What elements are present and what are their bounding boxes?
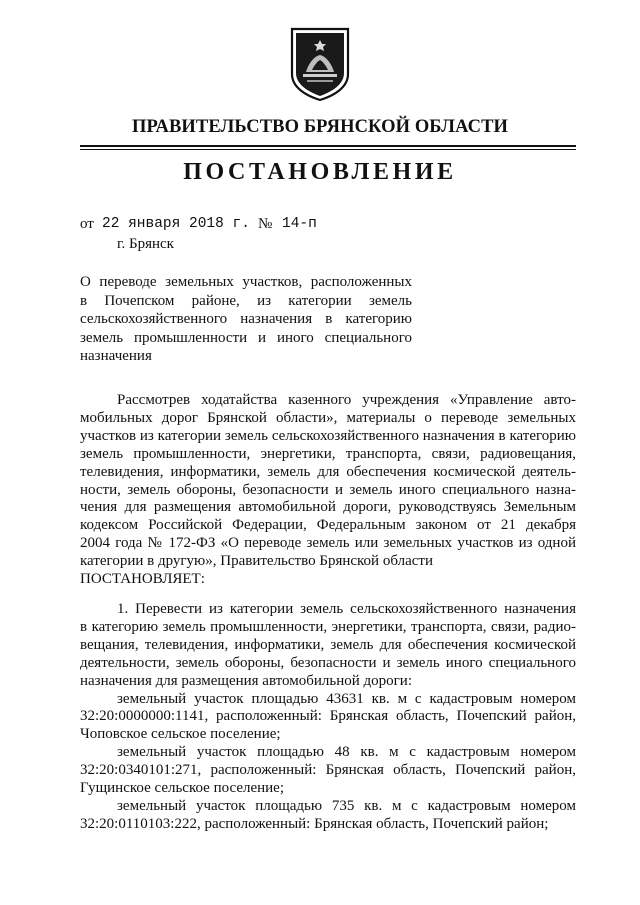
body-line: телевидения, информатики, земель для обеспечения космической деятель- [80, 463, 576, 480]
resolves-heading: ПОСТАНОВЛЯЕТ: [80, 571, 205, 588]
document-city: г. Брянск [117, 236, 174, 252]
subject-line: в Почепском районе, из категории земель [80, 292, 412, 309]
body-line: ности, земель обороны, безопасности и земель иного специального назна- [80, 481, 576, 498]
body-line: земель промышленности, энергетики, транспорта, связи, радиовещания, [80, 445, 576, 462]
subject-line: О переводе земельных участков, расположенных [80, 274, 412, 290]
body-line: чения для размещения автомобильной дороги, руководствуясь Земельным [80, 499, 576, 516]
coat-of-arms-emblem [289, 26, 351, 102]
parcel-line: Чоповское сельское поселение; [80, 726, 281, 743]
body-line: кодексом Российской Федерации, Федеральным законом от 21 декабря [80, 517, 576, 534]
header-rule-thick [80, 145, 576, 147]
subject-line: земель промышленности и иного специального [80, 329, 412, 346]
parcel-line: земельный участок площадью 735 кв. м с кадастровым номером [117, 797, 576, 814]
item-1-paragraph [80, 601, 576, 834]
document-date: 22 января 2018 г. [102, 216, 250, 232]
document-number: 14-п [282, 216, 317, 232]
header-rule-thin [80, 149, 576, 150]
number-prefix: № [258, 216, 273, 232]
body-line: в категорию земель промышленности, энергетики, транспорта, связи, радио- [80, 618, 576, 635]
document-subject [80, 273, 412, 366]
body-line: Рассмотрев ходатайства казенного учреждения «Управление авто- [117, 392, 576, 408]
subject-line: сельскохозяйственного назначения в категорию [80, 311, 412, 328]
subject-line: назначения [80, 348, 152, 365]
body-line: участков из категории земель сельскохозяйственного назначения в категорию [80, 427, 576, 444]
document-type-title: ПОСТАНОВЛЕНИЕ [183, 159, 457, 185]
parcel-line: 32:20:0340101:271, расположенный: Брянская область, Почепский район, [80, 762, 576, 779]
body-line: 2004 года № 172-ФЗ «О переводе земель или земельных участков из одной [80, 535, 576, 552]
body-line: назначения для размещения автомобильной дороги: [80, 672, 412, 689]
parcel-line: земельный участок площадью 43631 кв. м с кадастровым номером [117, 690, 576, 707]
parcel-line: 32:20:0110103:222, расположенный: Брянская область, Почепский район; [80, 815, 549, 832]
parcel-line: 32:20:0000000:1141, расположенный: Брянская область, Почепский район, [80, 708, 576, 725]
preamble-paragraph [80, 392, 576, 589]
body-line: категории в другую», Правительство Брянской области [80, 553, 433, 570]
body-line: вещания, телевидения, информатики, земель для обеспечения космической [80, 636, 576, 653]
body-line: мобильных дорог Брянской области», материалы о переводе земельных [80, 409, 576, 426]
body-line: 1. Перевести из категории земель сельскохозяйственного назначения [117, 601, 576, 617]
organization-title: ПРАВИТЕЛЬСТВО БРЯНСКОЙ ОБЛАСТИ [131, 117, 508, 137]
parcel-line: земельный участок площадью 48 кв. м с кадастровым номером [117, 744, 576, 761]
date-prefix: от [80, 216, 94, 232]
body-line: деятельности, земель обороны, безопасности и земель иного специального [80, 654, 576, 671]
parcel-line: Гущинское сельское поселение; [80, 780, 285, 797]
